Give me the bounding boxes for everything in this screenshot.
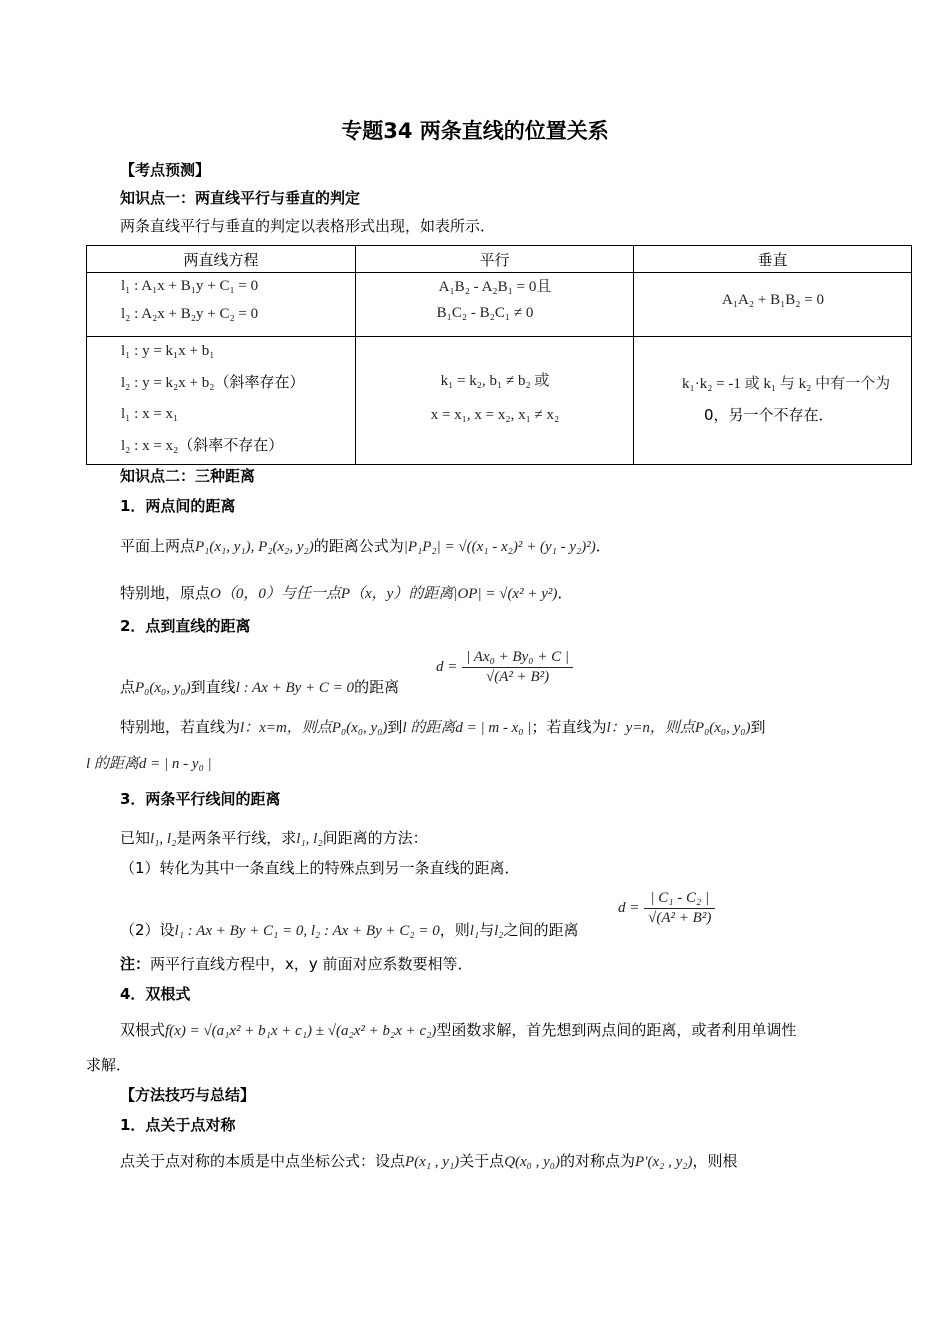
table-cell [356, 337, 634, 465]
text: 特别地，原点 [120, 584, 211, 602]
text: 平面上两点 [120, 537, 196, 555]
text: ，则 [439, 921, 470, 939]
equation: l₁ : x = x₁ [121, 406, 179, 422]
fraction-denominator: √(A² + B²) [485, 668, 550, 685]
note-label: 注： [120, 955, 151, 973]
math-point: P（x，y）的距离 [340, 586, 454, 602]
text: 与 [479, 921, 495, 939]
math-lines: l₁, l₂ [296, 831, 323, 847]
double-radical-formula: f(x) = √(a₁x² + b₁x + c₁) ± √(a₂x² + b₂x + c₂) [165, 1023, 437, 1039]
table-cell [634, 273, 912, 337]
text: （2）设 [120, 921, 175, 939]
math-line: l₂ [494, 923, 504, 939]
text: 之间的距离 [503, 921, 579, 939]
special-case-line-2 [86, 754, 212, 774]
distance-formula: d = | n - y₀ | [138, 756, 212, 772]
distance-formula: |OP| = √(x² + y²) [453, 586, 558, 602]
double-radical-line [120, 1021, 796, 1041]
table-header: 垂直 [634, 246, 912, 273]
fraction-numerator: | C₁ - C₂ | [644, 889, 715, 909]
point-line-distance-formula [436, 648, 573, 687]
text: 的对称点为 [560, 1152, 636, 1170]
equation: l₂ : A₂x + B₂y + C₂ = 0 [121, 306, 259, 322]
math-point: P₀(x₀, y₀) [331, 720, 388, 736]
equation: l₂ : x = x₂ [121, 438, 179, 454]
text: 是两条平行线，求 [176, 829, 297, 847]
formula-lhs: d = [436, 658, 458, 675]
table-header: 平行 [356, 246, 634, 273]
method-item-2 [120, 921, 579, 941]
text: 点关于点对称的本质是中点坐标公式：设点 [120, 1152, 406, 1170]
note-text: 两平行直线方程中，x，y 前面对应系数要相等． [150, 955, 473, 973]
kp2-s3-heading: 3．两条平行线间的距离 [120, 790, 281, 808]
note-line [120, 955, 473, 974]
condition: A₁B₂ - A₂B₁ = 0且 [438, 279, 552, 295]
condition: A₁A₂ + B₁B₂ = 0 [721, 292, 824, 308]
method-item-1: （1）转化为其中一条直线上的特殊点到另一条直线的距离． [120, 859, 520, 877]
math-point: P(x₁ , y₁) [405, 1154, 460, 1170]
math-lines: l₁ : Ax + By + C₁ = 0, l₂ : Ax + By + C₂ = 0 [174, 923, 440, 939]
table-cell [87, 337, 356, 465]
special-case-line [120, 718, 766, 738]
math-text: l：y=n，则点 [606, 720, 695, 736]
table-header-row [87, 246, 912, 273]
text: 型函数求解，首先想到两点间的距离，或者利用单调性 [436, 1021, 797, 1039]
text: 到 [750, 718, 766, 736]
math-point: P₀(x₀, y₀) [694, 720, 751, 736]
point-line-distance-line [120, 678, 399, 698]
table-header: 两直线方程 [87, 246, 356, 273]
kp2-s1-heading: 1．两点间的距离 [120, 497, 236, 515]
m1-heading: 1．点关于点对称 [120, 1116, 236, 1134]
math-origin: O（0，0）与任一点 [210, 586, 341, 602]
kp2-s4-heading: 4．双根式 [120, 985, 191, 1003]
point-symmetry-line [120, 1152, 737, 1172]
text: 到 [387, 718, 403, 736]
distance-formula: |P₁P₂| = √((x₁ - x₂)² + (y₁ - y₂)²) [403, 539, 596, 555]
equation-note: （斜率不存在） [178, 436, 284, 454]
text: ． [557, 584, 573, 602]
equation-with-note [121, 436, 283, 456]
line-relation-table [86, 245, 912, 465]
math-point: P₀(x₀, y₀) [135, 680, 191, 696]
text: 双根式 [120, 1021, 166, 1039]
math-text: l：x=m，则点 [240, 720, 332, 736]
page-title: 专题34 两条直线的位置关系 [341, 119, 609, 143]
math-points: P₁(x₁, y₁), P₂(x₂, y₂) [195, 539, 314, 555]
text: 关于点 [459, 1152, 505, 1170]
equation: l₂ : y = k₂x + b₂ [121, 375, 215, 391]
two-point-distance-line [120, 537, 611, 557]
kp1-intro: 两条直线平行与垂直的判定以表格形式出现，如表所示． [120, 217, 496, 235]
condition: B₁C₂ - B₂C₁ ≠ 0 [436, 305, 534, 321]
text: ；若直线为 [531, 718, 607, 736]
math-line: l₁ [469, 923, 480, 939]
math-point: P′(x₂ , y₂) [635, 1154, 693, 1170]
table-row [87, 273, 912, 337]
math-point: Q(x₀ , y₀) [504, 1154, 561, 1170]
kp1-heading: 知识点一：两直线平行与垂直的判定 [120, 189, 361, 207]
text: 点 [120, 678, 136, 696]
text: ，则根 [692, 1152, 738, 1170]
text: 的距离公式为 [313, 537, 404, 555]
math-line: l : Ax + By + C = 0 [235, 680, 355, 696]
section-methods-heading: 【方法技巧与总结】 [120, 1086, 256, 1104]
table-row [87, 337, 912, 465]
kp2-heading: 知识点二：三种距离 [120, 467, 256, 485]
table-cell [87, 273, 356, 337]
distance-formula: d = | m - x₀ | [455, 720, 532, 736]
condition: x = x₁, x = x₂, x₁ ≠ x₂ [430, 407, 560, 423]
fraction-numerator: | Ax₀ + By₀ + C | [462, 648, 573, 668]
origin-distance-line [120, 584, 572, 604]
condition: 0，另一个不存在． [704, 406, 834, 424]
equation-with-note [121, 373, 304, 393]
equation: l₁ : y = k₁x + b₁ [121, 343, 215, 359]
text: 的距离 [354, 678, 400, 696]
condition: k₁ = k₂, b₁ ≠ b₂ 或 [440, 373, 550, 389]
kp2-s2-heading: 2．点到直线的距离 [120, 617, 251, 635]
math-lines: l₁, l₂ [150, 831, 177, 847]
text: ． [595, 537, 611, 555]
text: 已知 [120, 829, 151, 847]
formula-lhs: d = [618, 899, 640, 916]
double-radical-line-2: 求解． [86, 1056, 132, 1074]
parallel-distance-formula [618, 889, 715, 928]
equation-note: （斜率存在） [214, 373, 305, 391]
table-cell [356, 273, 634, 337]
text: 到直线 [190, 678, 236, 696]
math-text: l 的距离 [402, 720, 456, 736]
condition: k₁·k₂ = -1 或 k₁ 与 k₂ 中有一个为 [682, 376, 891, 392]
fraction [462, 648, 573, 687]
table-cell [634, 337, 912, 465]
equation: l₁ : A₁x + B₁y + C₁ = 0 [121, 278, 259, 294]
section-forecast-heading: 【考点预测】 [120, 161, 211, 179]
fraction-denominator: √(A² + B²) [648, 909, 712, 926]
text: 特别地，若直线为 [120, 718, 241, 736]
math-text: l 的距离 [86, 756, 139, 772]
text: 间距离的方法： [322, 829, 428, 847]
parallel-lines-intro [120, 829, 428, 849]
fraction [644, 889, 715, 928]
